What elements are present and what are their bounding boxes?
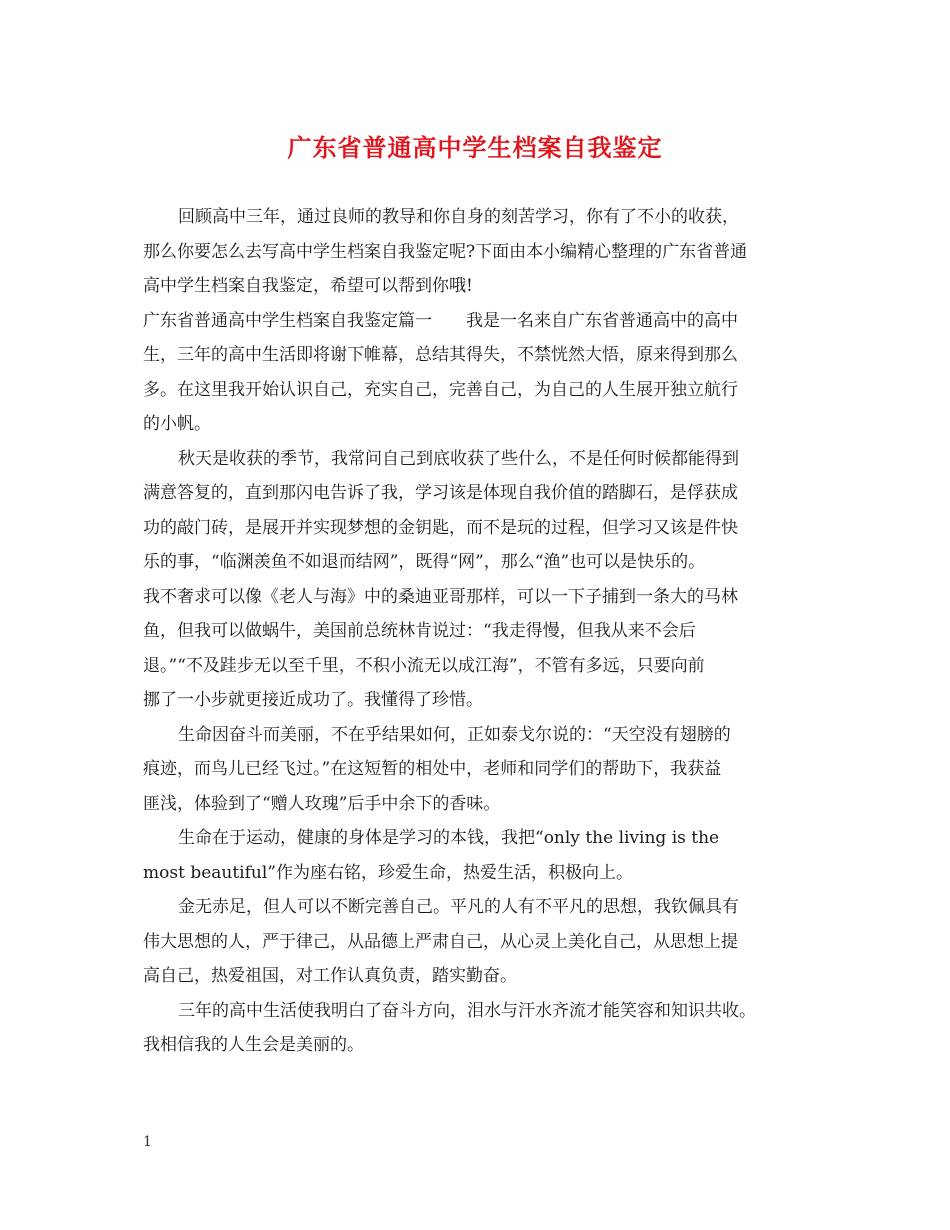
text-line: 鱼，但我可以做蜗牛，美国前总统林肯说过：“我走得慢，但我从来不会后 — [143, 621, 696, 641]
text-line: 回顾高中三年，通过良师的教导和你自身的刻苦学习，你有了不小的收获， — [178, 207, 739, 227]
text-line: 高中学生档案自我鉴定，希望可以帮到你哦! — [143, 276, 473, 296]
page-number: 1 — [143, 1134, 152, 1150]
text-line: 匪浅，体验到了“赠人玫瑰”后手中余下的香味。 — [143, 793, 501, 814]
text-line: 我不奢求可以像《老人与海》中的桑迪亚哥那样，可以一下子捕到一条大的马林 — [143, 586, 738, 607]
text-line: 我相信我的人生会是美丽的。 — [143, 1035, 364, 1055]
document-title: 广东省普通高中学生档案自我鉴定 — [287, 133, 663, 162]
text-line: 那么你要怎么去写高中学生档案自我鉴定呢?下面由本小编精心整理的广东省普通 — [143, 241, 748, 262]
document-body — [143, 200, 813, 1063]
text-line: 满意答复的，直到那闪电告诉了我，学习该是体现自我价值的踏脚石，是俘获成 — [143, 483, 738, 503]
text-line: 痕迹，而鸟儿已经飞过。”在这短暂的相处中，老师和同学们的帮助下，我获益 — [143, 759, 722, 779]
text-line: 多。在这里我开始认识自己，充实自己，完善自己，为自己的人生展开独立航行 — [143, 379, 738, 400]
text-line: 生命因奋斗而美丽，不在乎结果如何，正如泰戈尔说的：“天空没有翅膀的 — [178, 724, 731, 745]
text-line: 生命在于运动，健康的身体是学习的本钱，我把“only the living is the — [178, 828, 720, 848]
text-line: 退。”“不及跬步无以至千里，不积小流无以成江海”，不管有多远，只要向前 — [143, 655, 705, 676]
text-line: 广东省普通高中学生档案自我鉴定篇一 我是一名来自广东省普通高中的高中 — [143, 310, 738, 331]
text-line: 生，三年的高中生活即将谢下帷幕，总结其得失，不禁恍然大悟，原来得到那么 — [143, 345, 738, 365]
text-line: 乐的事，“临渊羡鱼不如退而结网”，既得“网”，那么“渔”也可以是快乐的。 — [143, 552, 706, 572]
text-line: 金无赤足，但人可以不断完善自己。平凡的人有不平凡的思想，我钦佩具有 — [178, 897, 739, 917]
text-line: 秋天是收获的季节，我常问自己到底收获了些什么，不是任何时候都能得到 — [178, 448, 739, 469]
text-line: 伟大思想的人，严于律己，从品德上严肃自己，从心灵上美化自己，从思想上提 — [143, 931, 738, 952]
text-line: most beautiful”作为座右铭，珍爱生命，热爱生活，积极向上。 — [143, 862, 633, 883]
text-line: 挪了一小步就更接近成功了。我懂得了珍惜。 — [143, 690, 483, 710]
text-line: 三年的高中生活使我明白了奋斗方向，泪水与汗水齐流才能笑容和知识共收。 — [178, 1000, 756, 1021]
text-line: 的小帆。 — [143, 414, 211, 434]
text-line: 高自己，热爱祖国，对工作认真负责，踏实勤奋。 — [143, 966, 517, 986]
text-line: 功的敲门砖，是展开并实现梦想的金钥匙，而不是玩的过程，但学习又该是件快 — [143, 517, 738, 538]
